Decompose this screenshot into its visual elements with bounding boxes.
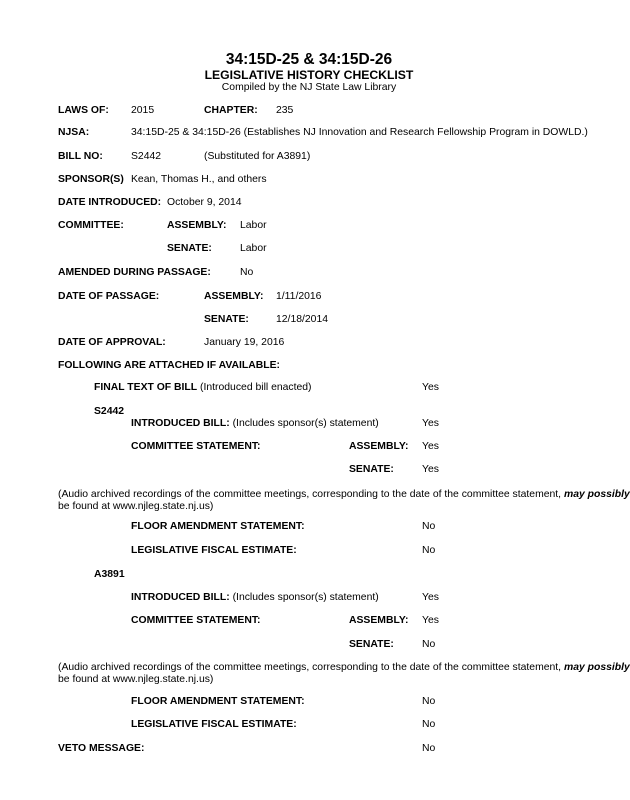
amended-value: No (240, 267, 254, 278)
s2442-fiscal-label: LEGISLATIVE FISCAL ESTIMATE: (131, 545, 297, 556)
a3891-floor-label: FLOOR AMENDMENT STATEMENT: (131, 696, 305, 707)
bill-no-label: BILL NO: (58, 151, 103, 162)
s2442-bill-label: S2442 (94, 406, 125, 417)
final-text-row (94, 383, 312, 393)
s2442-introduced-row (131, 419, 379, 429)
s2442-audio-text: (Audio archived recordings of the committee meetings, corresponding to the date of the committee statement, (58, 489, 562, 500)
sponsors-value: Kean, Thomas H., and others (131, 174, 267, 185)
bill-no-note: (Substituted for A3891) (204, 151, 311, 162)
s2442-audio-note-line1 (58, 490, 630, 500)
page-title: 34:15D-25 & 34:15D-26 (225, 51, 393, 68)
a3891-audio-emphasis: may possibly (563, 662, 630, 673)
bill-no-value: S2442 (131, 151, 162, 162)
a3891-introduced-note: (Includes sponsor(s) statement) (232, 592, 379, 603)
laws-of-value: 2015 (131, 105, 155, 116)
a3891-introduced-value: Yes (422, 592, 439, 603)
veto-label: VETO MESSAGE: (58, 743, 145, 754)
passage-label: DATE OF PASSAGE: (58, 291, 160, 302)
a3891-committee-statement-label: COMMITTEE STATEMENT: (131, 615, 261, 626)
s2442-audio-emphasis: may possibly (563, 489, 630, 500)
final-text-value: Yes (422, 382, 439, 393)
a3891-bill-label: A3891 (94, 569, 125, 580)
njsa-label: NJSA: (58, 127, 90, 138)
s2442-assembly-value: Yes (422, 441, 439, 452)
a3891-introduced-label: INTRODUCED BILL: (131, 592, 230, 603)
passage-assembly-value: 1/11/2016 (276, 291, 322, 302)
njsa-value: 34:15D-25 & 34:15D-26 (Establishes NJ Innovation and Research Fellowship Program in DOWLD.) (131, 127, 588, 138)
a3891-introduced-row (131, 593, 379, 603)
s2442-senate-value: Yes (422, 464, 439, 475)
chapter-value: 235 (276, 105, 294, 116)
s2442-floor-label: FLOOR AMENDMENT STATEMENT: (131, 521, 305, 532)
veto-value: No (422, 743, 436, 754)
approval-value: January 19, 2016 (204, 337, 285, 348)
committee-assembly-label: ASSEMBLY: (167, 220, 227, 231)
date-introduced-value: October 9, 2014 (167, 197, 242, 208)
committee-assembly-value: Labor (240, 220, 267, 231)
passage-assembly-label: ASSEMBLY: (204, 291, 264, 302)
sponsors-label: SPONSOR(S) (58, 174, 124, 185)
passage-senate-label: SENATE: (204, 314, 249, 325)
a3891-audio-note-line1 (58, 663, 630, 673)
a3891-senate-label: SENATE: (349, 639, 394, 650)
committee-label: COMMITTEE: (58, 220, 124, 231)
a3891-assembly-label: ASSEMBLY: (349, 615, 409, 626)
a3891-fiscal-value: No (422, 719, 436, 730)
compiled-by: Compiled by the NJ State Law Library (221, 82, 397, 93)
passage-senate-value: 12/18/2014 (276, 314, 329, 325)
final-text-note: (Introduced bill enacted) (200, 382, 312, 393)
a3891-senate-value: No (422, 639, 436, 650)
date-introduced-label: DATE INTRODUCED: (58, 197, 162, 208)
a3891-floor-value: No (422, 696, 436, 707)
attached-heading: FOLLOWING ARE ATTACHED IF AVAILABLE: (58, 360, 281, 371)
a3891-audio-note-line2: be found at www.njleg.state.nj.us) (58, 674, 214, 685)
a3891-audio-text: (Audio archived recordings of the committee meetings, corresponding to the date of the committee statement, (58, 662, 562, 673)
chapter-label: CHAPTER: (204, 105, 258, 116)
s2442-committee-statement-label: COMMITTEE STATEMENT: (131, 441, 261, 452)
committee-senate-value: Labor (240, 243, 267, 254)
s2442-introduced-label: INTRODUCED BILL: (131, 418, 230, 429)
a3891-assembly-value: Yes (422, 615, 439, 626)
s2442-senate-label: SENATE: (349, 464, 394, 475)
a3891-fiscal-label: LEGISLATIVE FISCAL ESTIMATE: (131, 719, 297, 730)
laws-of-label: LAWS OF: (58, 105, 109, 116)
committee-senate-label: SENATE: (167, 243, 212, 254)
s2442-introduced-note: (Includes sponsor(s) statement) (232, 418, 379, 429)
s2442-introduced-value: Yes (422, 418, 439, 429)
approval-label: DATE OF APPROVAL: (58, 337, 166, 348)
page-subtitle: LEGISLATIVE HISTORY CHECKLIST (204, 68, 414, 82)
s2442-floor-value: No (422, 521, 436, 532)
s2442-fiscal-value: No (422, 545, 436, 556)
s2442-assembly-label: ASSEMBLY: (349, 441, 409, 452)
s2442-audio-note-line2: be found at www.njleg.state.nj.us) (58, 501, 214, 512)
amended-label: AMENDED DURING PASSAGE: (58, 267, 211, 278)
final-text-label: FINAL TEXT OF BILL (94, 382, 198, 393)
